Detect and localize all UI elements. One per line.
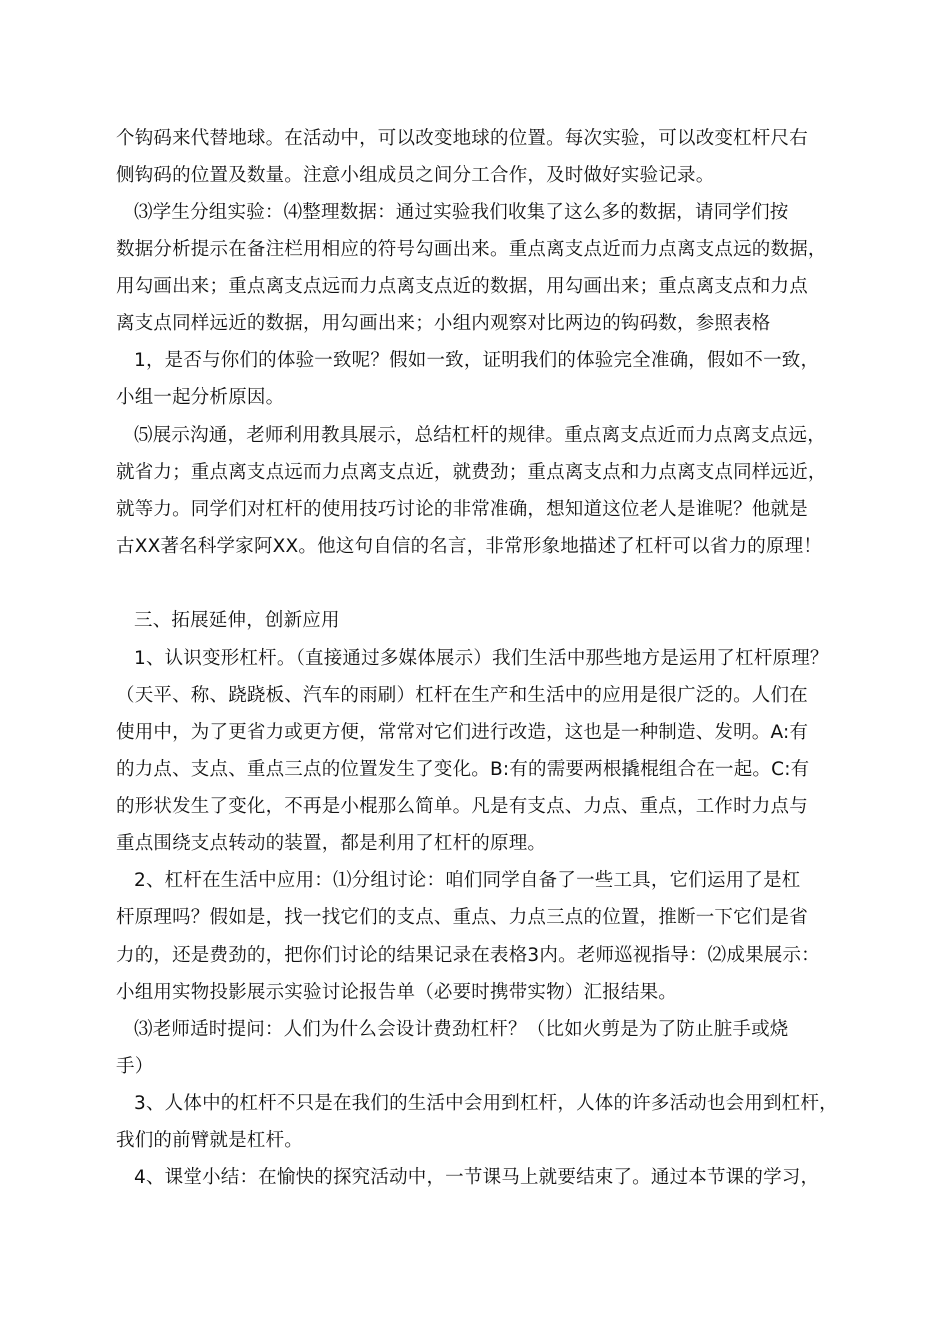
paragraph-line: 力的，还是费劲的，把你们讨论的结果记录在表格3内。老师巡视指导：⑵成果展示： — [116, 945, 820, 966]
paragraph-line: 使用中，为了更省力或更方便，常常对它们进行改造，这也是一种制造、发明。A:有 — [116, 722, 809, 743]
paragraph-line: 就等力。同学们对杠杆的使用技巧讨论的非常准确，想知道这位老人是谁呢？他就是 — [116, 499, 808, 520]
paragraph-line: 的力点、支点、重点三点的位置发生了变化。B:有的需要两根撬棍组合在一起。C:有 — [116, 759, 810, 780]
paragraph-line: 小组一起分析原因。 — [116, 387, 285, 408]
paragraph-line: 离支点同样远近的数据，用勾画出来；小组内观察对比两边的钩码数，参照表格 — [116, 313, 771, 334]
paragraph-line: ⑶老师适时提问：人们为什么会设计费劲杠杆？（比如火剪是为了防止脏手或烧 — [134, 1019, 789, 1040]
paragraph-line: 数据分析提示在备注栏用相应的符号勾画出来。重点离支点近而力点离支点远的数据， — [116, 239, 827, 260]
paragraph-line: 个钩码来代替地球。在活动中，可以改变地球的位置。每次实验，可以改变杠杆尺右 — [116, 128, 808, 149]
paragraph-line: ⑸展示沟通，老师利用教具展示，总结杠杆的规律。重点离支点近而力点离支点远， — [134, 425, 826, 446]
paragraph-line: 小组用实物投影展示实验讨论报告单（必要时携带实物）汇报结果。 — [116, 982, 678, 1003]
paragraph-line: 的形状发生了变化，不再是小棍那么简单。凡是有支点、力点、重点，工作时力点与 — [116, 796, 808, 817]
paragraph-line: 古XX著名科学家阿XX。他这句自信的名言，非常形象地描述了杠杆可以省力的原理！ — [116, 536, 822, 557]
paragraph-line: 2、杠杆在生活中应用：⑴分组讨论：咱们同学自备了一些工具，它们运用了是杠 — [134, 870, 801, 891]
paragraph-line: 侧钩码的位置及数量。注意小组成员之间分工合作，及时做好实验记录。 — [116, 165, 715, 186]
paragraph-line: ⑶学生分组实验：⑷整理数据：通过实验我们收集了这么多的数据，请同学们按 — [134, 202, 789, 223]
paragraph-line: 就省力；重点离支点远而力点离支点近，就费劲；重点离支点和力点离支点同样远近， — [116, 462, 827, 483]
paragraph-line: 手） — [116, 1056, 154, 1077]
paragraph-line: 重点围绕支点转动的装置，都是利用了杠杆的原理。 — [116, 833, 547, 854]
section-heading: 三、拓展延伸，创新应用 — [134, 610, 340, 631]
paragraph-line: 杆原理吗？假如是，找一找它们的支点、重点、力点三点的位置，推断一下它们是省 — [116, 907, 808, 928]
paragraph-line: （天平、称、跷跷板、汽车的雨刷）杠杆在生产和生活中的应用是很广泛的。人们在 — [116, 685, 808, 706]
paragraph-line: 用勾画出来；重点离支点远而力点离支点近的数据，用勾画出来；重点离支点和力点 — [116, 276, 808, 297]
paragraph-line: 4、课堂小结：在愉快的探究活动中，一节课马上就要结束了。通过本节课的学习， — [134, 1167, 820, 1188]
paragraph-line: 我们的前臂就是杠杆。 — [116, 1130, 304, 1151]
paragraph-line: 1、认识变形杠杆。（直接通过多媒体展示）我们生活中那些地方是运用了杠杆原理？ — [134, 648, 829, 669]
paragraph-line: 3、人体中的杠杆不只是在我们的生活中会用到杠杆，人体的许多活动也会用到杠杆， — [134, 1093, 838, 1114]
paragraph-line: 1，是否与你们的体验一致呢？假如一致，证明我们的体验完全准确，假如不一致， — [134, 350, 820, 371]
